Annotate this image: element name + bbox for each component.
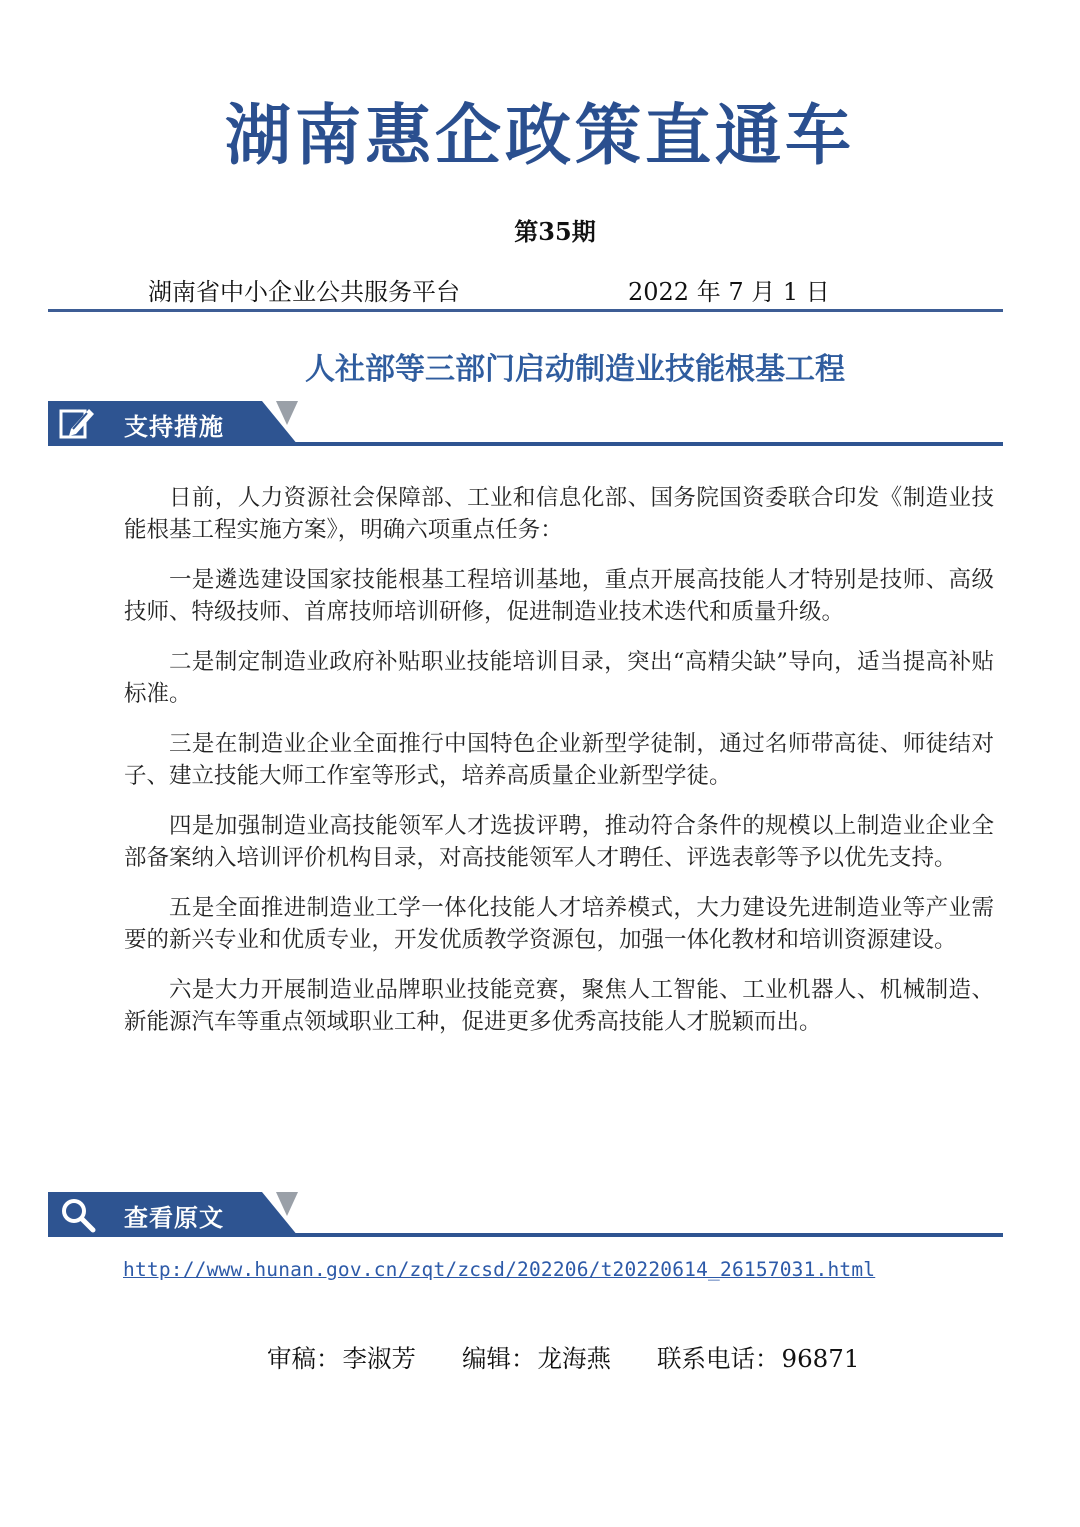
- issue-number: 第35期: [514, 217, 596, 246]
- edit-pencil-icon: [57, 403, 97, 443]
- paragraph-task-1: 一是遴选建设国家技能根基工程培训基地，重点开展高技能人才特别是技师、高级技师、特级技师、首席技师培训研修，促进制造业技术迭代和质量升级。: [124, 567, 994, 625]
- header-divider: [48, 309, 1003, 312]
- credit-reviewer: [267, 1340, 416, 1375]
- reviewer-name: 李淑芳: [342, 1344, 416, 1373]
- section-triangle-icon: [276, 401, 298, 425]
- publisher-name: 湖南省中小企业公共服务平台: [148, 278, 460, 306]
- phone-number: 96871: [781, 1344, 860, 1373]
- phone-label: 联系电话：: [657, 1344, 780, 1373]
- paragraph-task-2: 二是制定制造业政府补贴职业技能培训目录，突出“高精尖缺”导向，适当提高补贴标准。: [124, 649, 994, 707]
- section-bar-support: [48, 401, 1003, 449]
- article-headline: 人社部等三部门启动制造业技能根基工程: [305, 352, 845, 387]
- section-bar-original: [48, 1192, 1003, 1240]
- paragraph-task-4: 四是加强制造业高技能领军人才选拔评聘，推动符合条件的规模以上制造业企业全部备案纳入培训评价机构目录，对高技能领军人才聘任、评选表彰等予以优先支持。: [124, 813, 994, 871]
- section-label-support: 支持措施: [124, 413, 224, 441]
- paragraph-task-3: 三是在制造业企业全面推行中国特色企业新型学徒制，通过名师带高徒、师徒结对子、建立技能大师工作室等形式，培养高质量企业新型学徒。: [124, 731, 994, 789]
- masthead-title: 湖南惠企政策直通车: [225, 97, 855, 174]
- section-label-original: 查看原文: [124, 1204, 224, 1232]
- publish-date: 2022 年 7 月 1 日: [628, 278, 830, 306]
- paragraph-task-6: 六是大力开展制造业品牌职业技能竞赛，聚焦人工智能、工业机器人、机械制造、新能源汽车等重点领域职业工种，促进更多优秀高技能人才脱颖而出。: [124, 977, 994, 1035]
- credit-phone: [657, 1340, 859, 1375]
- article-body: [124, 482, 994, 1056]
- editor-label: 编辑：: [462, 1344, 536, 1373]
- magnifier-icon: [57, 1194, 97, 1234]
- paragraph-task-5: 五是全面推进制造业工学一体化技能人才培养模式，大力建设先进制造业等产业需要的新兴专业和优质专业，开发优质教学资源包，加强一体化教材和培训资源建设。: [124, 895, 994, 953]
- reviewer-label: 审稿：: [267, 1344, 341, 1373]
- original-source-link[interactable]: http://www.hunan.gov.cn/zqt/zcsd/202206/t20220614_26157031.html: [123, 1258, 876, 1281]
- credit-editor: [462, 1340, 611, 1375]
- paragraph-intro: 日前，人力资源社会保障部、工业和信息化部、国务院国资委联合印发《制造业技能根基工程实施方案》，明确六项重点任务：: [124, 485, 994, 543]
- editor-name: 龙海燕: [537, 1344, 611, 1373]
- section-triangle-icon: [276, 1192, 298, 1216]
